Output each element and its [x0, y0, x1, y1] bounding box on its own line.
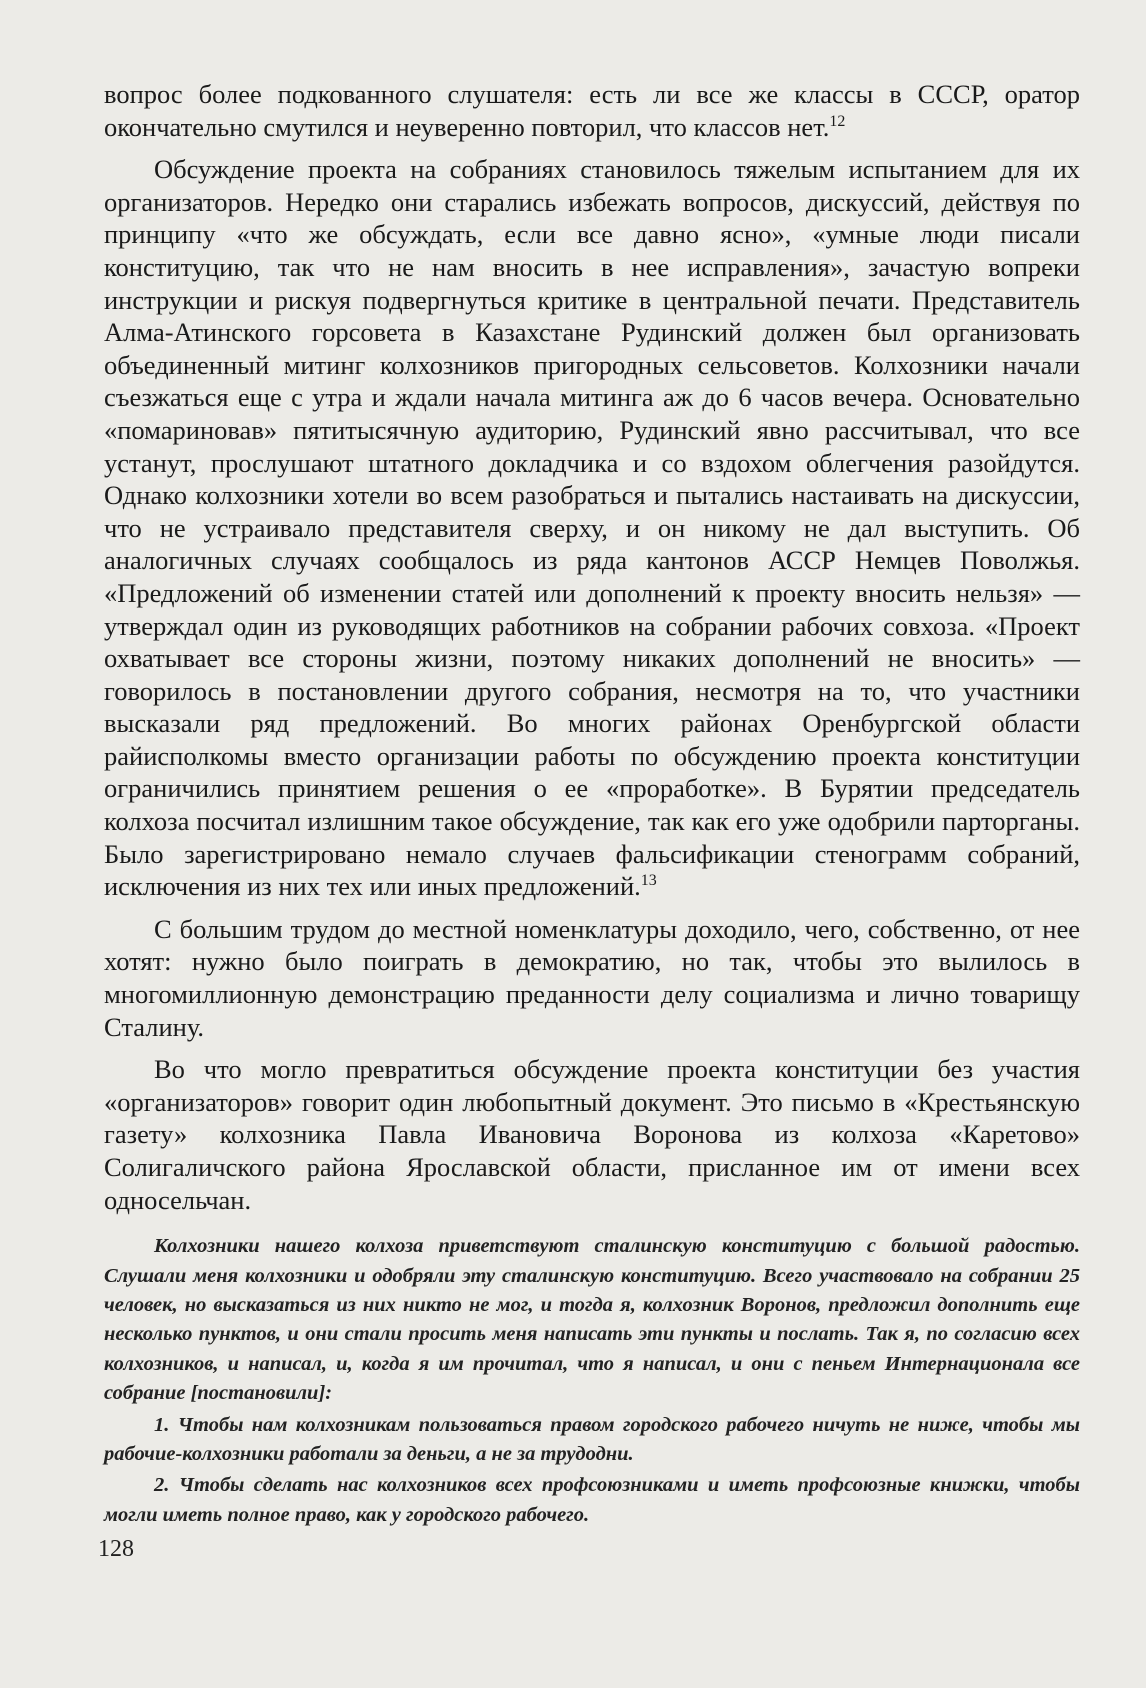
paragraph-4: Во что могло превратиться обсуждение проекта конституции без участия «организаторов» говорит один любопытный документ. Это письмо в «Крестьянскую газету» колхозника Павла Ивановича Воронова из колхоза «Каретово» Солигаличского района Ярославской области, присланное им от имени всех односельчан. [104, 1054, 1080, 1215]
letter-point-1: 1. Чтобы нам колхозникам пользоваться правом городского рабочего ничуть не ниже, чтобы мы рабочие-колхозники работали за деньги, а не за трудодни. [104, 1413, 1080, 1466]
quoted-letter [104, 1232, 1080, 1530]
main-text [104, 78, 1080, 1216]
footnote-ref-12: 12 [829, 112, 846, 130]
page-number: 128 [98, 1536, 134, 1562]
paragraph-1-text: вопрос более подкованного слушателя: есть ли все же классы в СССР, оратор окончательно смутился и неуверенно повторил, что классов нет. [104, 79, 1080, 142]
paragraph-2-text: Обсуждение проекта на собраниях становилось тяжелым испытанием для их организаторов. Нередко они старались избежать вопросов, дискуссий, действуя по принципу «что же обсуждать, если все давно ясно», «умные люди писали конституцию, так что не нам вносить в нее исправления», зачастую вопреки инструкции и рискуя подвергнуться критике в центральной печати. Представитель Алма-Атинского горсовета в Казахстане Рудинский должен был организовать объединенный митинг колхозников пригородных сельсоветов. Колхозники начали съезжаться еще с утра и ждали начала митинга аж до 6 часов вечера. Основательно «помариновав» пятитысячную аудиторию, Рудинский явно рассчитывал, что все устанут, прослушают штатного докладчика и со вздохом облегчения разойдутся. Однако колхозники хотели во всем разобраться и пытались настаивать на дискуссии, что не устраивало представителя сверху, и он никому не дал выступить. Об аналогичных случаях сообщалось из ряда кантонов АССР Немцев Поволжья. «Предложений об изменении статей или дополнений к проекту вносить нельзя» — утверждал один из руководящих работников на собрании рабочих совхоза. «Проект охватывает все стороны жизни, поэтому никаких дополнений не вносить» — говорилось в постановлении другого собрания, несмотря на то, что участники высказали ряд предложений. Во многих районах Оренбургской области райисполкомы вместо организации работы по обсуждению проекта конституции ограничились принятием решения о ее «проработке». В Бурятии председатель колхоза посчитал излишним такое обсуждение, так как его уже одобрили парторганы. Было зарегистрировано немало случаев фальсификации стенограмм собраний, исключения из них тех или иных предложений. [104, 154, 1080, 902]
paragraph-3: С большим трудом до местной номенклатуры доходило, чего, собственно, от нее хотят: нужно было поиграть в демократию, но так, чтобы это вылилось в многомиллионную демонстрацию преданности делу социализма и лично товарищу Сталину. [104, 913, 1080, 1042]
footnote-ref-13: 13 [640, 872, 657, 890]
paragraph-2 [104, 153, 1080, 903]
letter-point-2: 2. Чтобы сделать нас колхозников всех профсоюзниками и иметь профсоюзные книжки, чтобы могли иметь полное право, как у городского рабочего. [104, 1474, 1080, 1526]
letter-intro: Колхозники нашего колхоза приветствуют сталинскую конституцию с большой радостью. Слушали меня колхозники и одобряли эту сталинскую конституцию. Всего участвовало на собрании 25 человек, но высказаться из них никто не мог, и тогда я, колхозник Воронов, предложил дополнить еще несколько пунктов, и они стали просить меня написать эти пункты и послать. Так я, по согласию всех колхозников, и написал, и, когда я им прочитал, что я написал, и они с пеньем Интернационала все собрание [постановили]: [104, 1235, 1080, 1405]
paragraph-1 [104, 78, 1080, 143]
